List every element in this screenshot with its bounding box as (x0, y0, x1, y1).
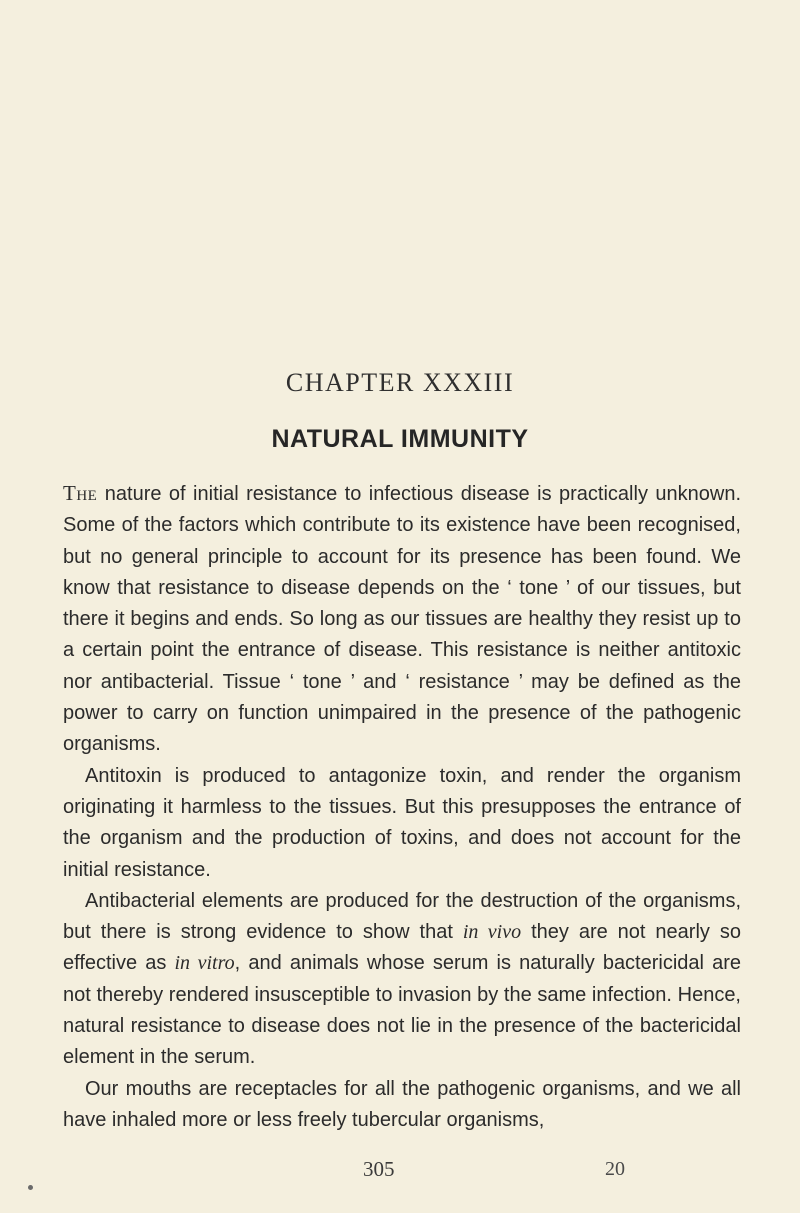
paragraph-3 (63, 886, 741, 1074)
body-text (63, 478, 741, 1136)
paragraph-1 (63, 478, 741, 761)
chapter-title: NATURAL IMMUNITY (271, 425, 529, 453)
ink-spot (28, 1185, 33, 1190)
in-vitro-term: in vitro (174, 952, 235, 975)
lead-word: The (63, 481, 98, 505)
paragraph-3-text-b: they are not nearly so effective as (63, 921, 741, 975)
signature-mark: 20 (605, 1158, 625, 1180)
chapter-number: CHAPTER XXXIII (285, 368, 515, 397)
paragraph-1-text: nature of initial resistance to infectious disease is practically unknown. Some of the factors which contribute to its existence have been recognised, but no general principle to account for its presence has been found. We know that resistance to disease depends on the ‘ tone ’ of our tissues, but there it begins and ends. So long as our tissues are healthy they resist up to a certain point the entrance of disease. This resistance is neither antitoxic nor antibacterial. Tissue ‘ tone ’ and ‘ resistance ’ may be defined as the power to carry on function unimpaired in the presence of the pathogenic organisms. (63, 483, 741, 756)
paragraph-3-text-a: Antibacterial elements are produced for the destruction of the organisms, but there is strong evidence to show that (63, 889, 741, 944)
in-vivo-term: in vivo (462, 921, 522, 944)
paragraph-4: Our mouths are receptacles for all the pathogenic organisms, and we all have inhaled more or less freely tubercular organisms, (63, 1077, 741, 1131)
paragraph-3-text-c: , and animals whose serum is naturally bactericidal are not thereby rendered insusceptible to invasion by the same infection. Hence, natural resistance to disease does not lie in the presence of the bactericidal element in the serum. (63, 952, 742, 1069)
page-number: 305 (363, 1157, 395, 1181)
paragraph-2: Antitoxin is produced to antagonize toxin, and render the organism originating it harmless to the tissues. But this presupposes the entrance of the organism and the production of toxins, and does not account for the initial resistance. (63, 764, 741, 881)
